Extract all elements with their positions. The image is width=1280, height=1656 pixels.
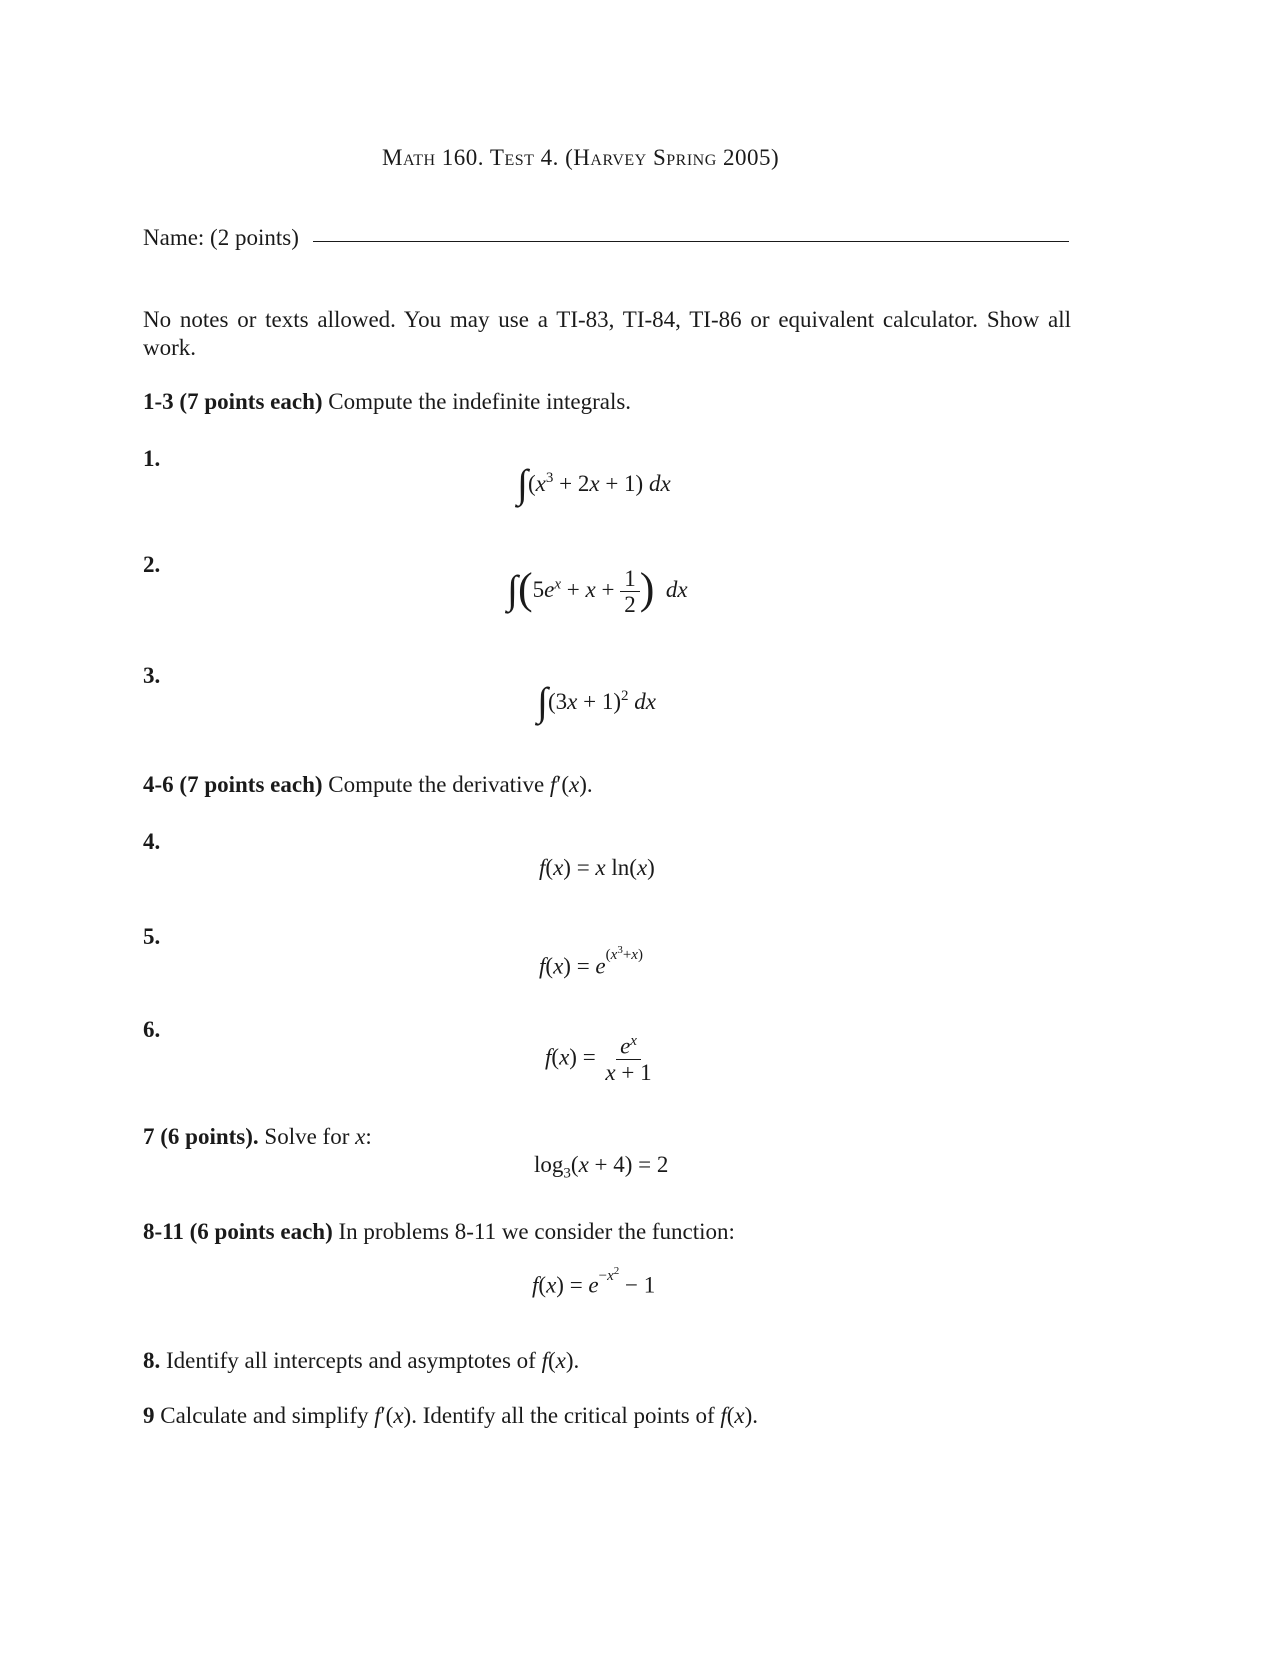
section-derivatives: 4-6 (7 points each) Compute the derivative f′(x). — [143, 772, 593, 797]
section-integrals — [143, 389, 631, 415]
function-main: $f(x) = e^{-x^2} - 1$ — [532, 1265, 656, 1298]
integral-3: $\int(3x + 1)^2$ dx — [537, 679, 656, 724]
problem-9: 9 Calculate and simplify f′(x). Identify all the critical points of f(x). — [143, 1403, 759, 1428]
section-solve: 7 (6 points). Solve for x: — [143, 1124, 372, 1149]
integral-1: $\int(x^3 + 2x + 1)$ dx — [517, 461, 671, 506]
section-text: Compute the derivative — [328, 772, 545, 797]
function-4: f(x) = x ln(x) — [539, 855, 655, 880]
section-text: Solve for — [264, 1124, 350, 1149]
problem-text: . Identify all the critical points of — [411, 1403, 715, 1428]
name-label: Name: (2 points) — [143, 225, 299, 250]
section-heading: 8-11 (6 points each) — [143, 1219, 333, 1244]
section-text: Compute the indefinite integrals. — [328, 389, 632, 414]
section-heading: 1-3 (7 points each) — [143, 389, 323, 414]
name-line — [313, 241, 1069, 242]
problem-number: 3. — [143, 663, 161, 688]
problem-text: Identify all intercepts and asymptotes of — [166, 1348, 536, 1373]
equation-7: $\log_3(x + 4) = 2$ — [534, 1152, 669, 1182]
problem-number: 5. — [143, 924, 161, 949]
function-5: $f(x) = e^{(x^3+x)}$ — [539, 944, 643, 979]
problem-number: 1. — [143, 446, 161, 471]
problem-number: 4. — [143, 829, 161, 854]
problem-number: 8. — [143, 1348, 161, 1373]
section-heading: 7 (6 points). — [143, 1124, 259, 1149]
integral-2: $\int(5e^x + x$ + $\frac{1}{2}$ ) dx — [507, 564, 688, 618]
instructions: No notes or texts allowed. You may use a TI-83, TI-84, TI-86 or equivalent calculator. Show all work. — [143, 307, 1071, 360]
problem-8: 8. Identify all intercepts and asymptotes of f(x). — [143, 1348, 580, 1373]
problem-number: 2. — [143, 552, 161, 577]
section-function — [143, 1219, 735, 1245]
problem-text: Calculate and simplify — [160, 1403, 369, 1428]
function-6: f(x) = $\frac{e^x}{x + 1}$ — [545, 1033, 652, 1085]
section-heading: 4-6 (7 points each) — [143, 772, 323, 797]
problem-number: 6. — [143, 1017, 161, 1042]
problem-number: 9 — [143, 1403, 155, 1428]
section-text: In problems 8-11 we consider the function: — [338, 1219, 735, 1244]
page-title: Math 160. Test 4. (Harvey Spring 2005) — [382, 145, 780, 170]
